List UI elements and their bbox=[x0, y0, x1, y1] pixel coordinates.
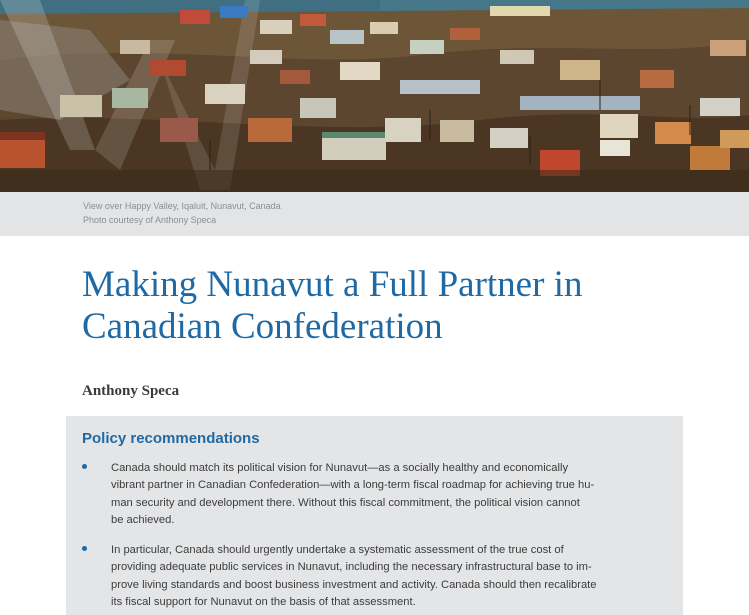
document-title-line-1: Making Nunavut a Full Partner in bbox=[82, 264, 583, 305]
bullet-icon bbox=[82, 546, 87, 551]
recommendation-item bbox=[82, 460, 672, 529]
recommendation-line: Canada should match its political vision for Nunavut—as a socially healthy and economically bbox=[111, 462, 569, 474]
recommendation-line: providing adequate public services in Nunavut, including the necessary infrastructural base to im- bbox=[111, 561, 592, 574]
bullet-icon bbox=[82, 464, 87, 469]
recommendation-item bbox=[82, 542, 672, 611]
recommendation-line: be achieved. bbox=[111, 513, 175, 526]
policy-recommendations-panel bbox=[66, 416, 683, 615]
document-title bbox=[82, 264, 682, 348]
town-illustration bbox=[0, 0, 749, 192]
photo-caption-location: View over Happy Valley, Iqaluit, Nunavut, Canada bbox=[83, 201, 281, 211]
photo-caption-credit: Photo courtesy of Anthony Speca bbox=[83, 215, 217, 225]
photo-caption bbox=[0, 192, 749, 236]
policy-recommendations-heading: Policy recommendations bbox=[82, 430, 260, 447]
author-name: Anthony Speca bbox=[82, 383, 180, 399]
recommendation-line: vibrant partner in Canadian Confederation—with a long-term fiscal roadmap for achieving true hu- bbox=[111, 479, 595, 492]
hero-photo bbox=[0, 0, 749, 192]
recommendation-line: prove living standards and boost business investment and activity. Canada should then recalibrate bbox=[111, 578, 597, 591]
recommendation-line: In particular, Canada should urgently undertake a systematic assessment of the true cost of bbox=[111, 544, 564, 556]
recommendation-line: its fiscal support for Nunavut on the basis of that assessment. bbox=[111, 595, 416, 608]
document-title-line-2: Canadian Confederation bbox=[82, 306, 443, 347]
recommendation-line: man security and development there. Without this fiscal commitment, the political vision cannot bbox=[111, 496, 580, 509]
